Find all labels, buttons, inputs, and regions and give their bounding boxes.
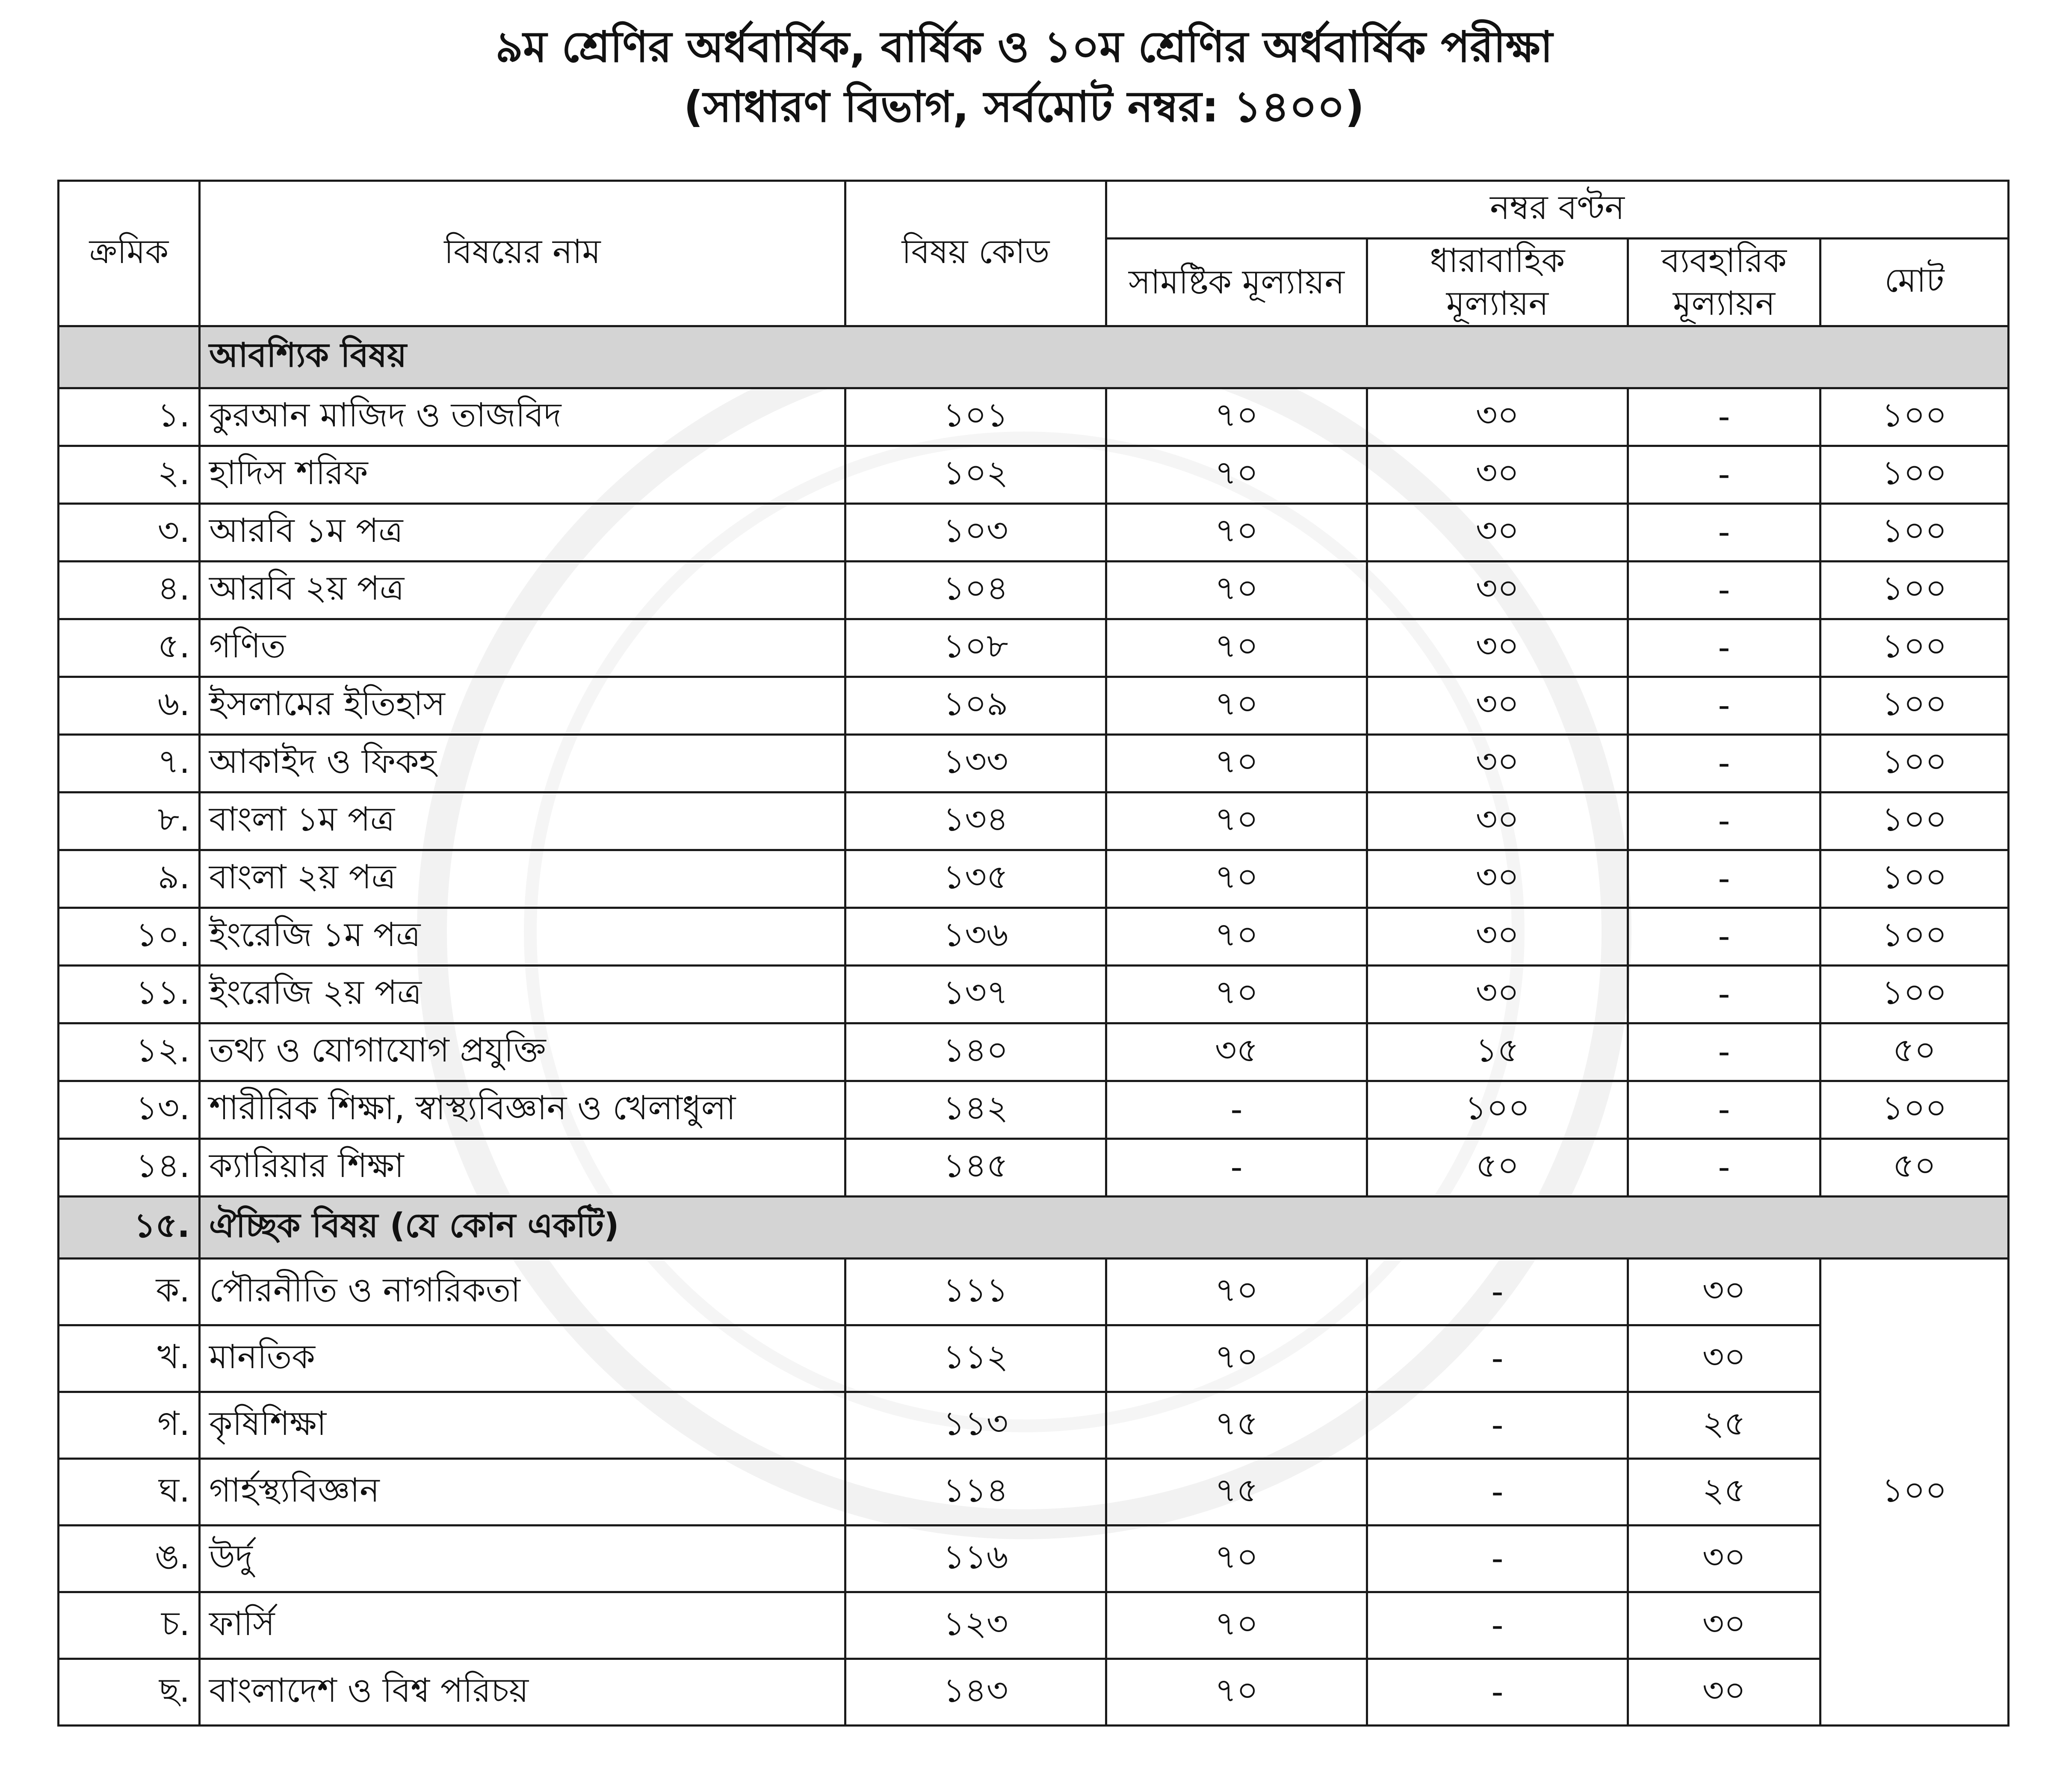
subject-name-cell: আরবি ২য় পত্র <box>200 562 845 619</box>
subject-name-cell: ক্যারিয়ার শিক্ষা <box>200 1139 845 1197</box>
subject-code-cell: ১৩৬ <box>845 908 1106 966</box>
section-compulsory <box>59 326 2009 388</box>
subject-name-cell: গণিত <box>200 619 845 677</box>
subject-code-cell: ১২৩ <box>845 1592 1106 1659</box>
table-row <box>59 793 2009 850</box>
continuous-cell: - <box>1367 1325 1628 1392</box>
summative-cell: ৭০ <box>1106 793 1367 850</box>
serial-cell: ঘ. <box>59 1459 200 1526</box>
subject-name-cell: কুরআন মাজিদ ও তাজবিদ <box>200 388 845 446</box>
section-elective-label: ঐচ্ছিক বিষয় (যে কোন একটি) <box>200 1197 2009 1259</box>
title-line-2: (সাধারণ বিভাগ, সর্বমোট নম্বর: ১৪০০) <box>683 82 1365 132</box>
section-compulsory-blank <box>59 326 200 388</box>
summative-cell: ৭০ <box>1106 619 1367 677</box>
subject-name-cell: আকাইদ ও ফিকহ <box>200 735 845 793</box>
summative-cell: ৭০ <box>1106 677 1367 735</box>
subject-code-cell: ১০২ <box>845 446 1106 504</box>
subject-name-cell: ফার্সি <box>200 1592 845 1659</box>
practical-cell: ৩০ <box>1628 1526 1820 1592</box>
practical-cell: - <box>1628 793 1820 850</box>
practical-cell: - <box>1628 966 1820 1023</box>
subject-code-cell: ১৩৩ <box>845 735 1106 793</box>
subject-code-cell: ১০৮ <box>845 619 1106 677</box>
subject-code-cell: ১০৪ <box>845 562 1106 619</box>
subject-name-cell: হাদিস শরিফ <box>200 446 845 504</box>
table-row <box>59 677 2009 735</box>
table-row <box>59 735 2009 793</box>
practical-cell: - <box>1628 735 1820 793</box>
table-row <box>59 1259 2009 1325</box>
continuous-cell: ৩০ <box>1367 735 1628 793</box>
serial-cell: ২. <box>59 446 200 504</box>
practical-cell: - <box>1628 388 1820 446</box>
continuous-cell: ৩০ <box>1367 793 1628 850</box>
serial-cell: ১০. <box>59 908 200 966</box>
practical-cell: - <box>1628 1081 1820 1139</box>
continuous-cell: ৩০ <box>1367 619 1628 677</box>
serial-cell: ১৪. <box>59 1139 200 1197</box>
summative-cell: - <box>1106 1081 1367 1139</box>
total-cell: ১০০ <box>1820 388 2009 446</box>
subject-name-cell: ইসলামের ইতিহাস <box>200 677 845 735</box>
table-body <box>59 326 2009 1726</box>
summative-cell: ৭০ <box>1106 446 1367 504</box>
summative-cell: - <box>1106 1139 1367 1197</box>
summative-cell: ৭০ <box>1106 562 1367 619</box>
section-compulsory-label: আবশ্যিক বিষয় <box>200 326 2009 388</box>
continuous-cell: - <box>1367 1592 1628 1659</box>
table-row <box>59 1659 2009 1726</box>
total-cell: ১০০ <box>1820 619 2009 677</box>
serial-cell: ১৩. <box>59 1081 200 1139</box>
total-cell: ১০০ <box>1820 562 2009 619</box>
summative-cell: ৭০ <box>1106 504 1367 562</box>
continuous-cell: ৩০ <box>1367 504 1628 562</box>
summative-cell: ৭৫ <box>1106 1392 1367 1459</box>
summative-cell: ৭০ <box>1106 1592 1367 1659</box>
continuous-cell: ৩০ <box>1367 850 1628 908</box>
summative-cell: ৭০ <box>1106 966 1367 1023</box>
section-elective <box>59 1197 2009 1259</box>
practical-cell: - <box>1628 446 1820 504</box>
summative-cell: ৭০ <box>1106 908 1367 966</box>
table-row <box>59 619 2009 677</box>
summative-cell: ৭৫ <box>1106 1459 1367 1526</box>
subject-code-cell: ১১৪ <box>845 1459 1106 1526</box>
total-cell: ১০০ <box>1820 677 2009 735</box>
continuous-cell: ১৫ <box>1367 1023 1628 1081</box>
table-row <box>59 1526 2009 1592</box>
serial-cell: ৯. <box>59 850 200 908</box>
document-title <box>0 17 2048 137</box>
table-row <box>59 1459 2009 1526</box>
table-row <box>59 1592 2009 1659</box>
summative-cell: ৩৫ <box>1106 1023 1367 1081</box>
practical-cell: ৩০ <box>1628 1259 1820 1325</box>
subject-code-cell: ১১৬ <box>845 1526 1106 1592</box>
total-cell: ৫০ <box>1820 1023 2009 1081</box>
continuous-cell: ৫০ <box>1367 1139 1628 1197</box>
summative-cell: ৭০ <box>1106 388 1367 446</box>
serial-cell: ৭. <box>59 735 200 793</box>
subject-name-cell: ইংরেজি ২য় পত্র <box>200 966 845 1023</box>
practical-cell: ৩০ <box>1628 1659 1820 1726</box>
continuous-cell: - <box>1367 1392 1628 1459</box>
practical-cell: - <box>1628 1139 1820 1197</box>
serial-cell: ক. <box>59 1259 200 1325</box>
table-row <box>59 850 2009 908</box>
subject-code-cell: ১৪৩ <box>845 1659 1106 1726</box>
total-cell: ১০০ <box>1820 850 2009 908</box>
serial-cell: ৩. <box>59 504 200 562</box>
total-cell: ৫০ <box>1820 1139 2009 1197</box>
practical-cell: ২৫ <box>1628 1459 1820 1526</box>
continuous-cell: ১০০ <box>1367 1081 1628 1139</box>
practical-cell: - <box>1628 619 1820 677</box>
table-row <box>59 504 2009 562</box>
header-continuous: ধারাবাহিক মূল্যায়ন <box>1367 239 1628 326</box>
table-row <box>59 446 2009 504</box>
elective-total-cell: ১০০ <box>1820 1259 2009 1726</box>
summative-cell: ৭০ <box>1106 1325 1367 1392</box>
table-row <box>59 966 2009 1023</box>
table-row <box>59 1392 2009 1459</box>
total-cell: ১০০ <box>1820 908 2009 966</box>
serial-cell: ১. <box>59 388 200 446</box>
practical-cell: - <box>1628 908 1820 966</box>
total-cell: ১০০ <box>1820 735 2009 793</box>
subject-code-cell: ১৩৫ <box>845 850 1106 908</box>
table-row <box>59 1023 2009 1081</box>
subject-name-cell: তথ্য ও যোগাযোগ প্রযুক্তি <box>200 1023 845 1081</box>
serial-cell: ৫. <box>59 619 200 677</box>
practical-cell: - <box>1628 504 1820 562</box>
subject-code-cell: ১০৯ <box>845 677 1106 735</box>
continuous-cell: ৩০ <box>1367 562 1628 619</box>
continuous-cell: ৩০ <box>1367 388 1628 446</box>
subject-name-cell: বাংলা ১ম পত্র <box>200 793 845 850</box>
title-line-1: ৯ম শ্রেণির অর্ধবার্ষিক, বার্ষিক ও ১০ম শ্রেণির অর্ধবার্ষিক পরীক্ষা <box>495 22 1553 72</box>
practical-cell: - <box>1628 677 1820 735</box>
serial-cell: ঙ. <box>59 1526 200 1592</box>
total-cell: ১০০ <box>1820 504 2009 562</box>
serial-cell: ৪. <box>59 562 200 619</box>
continuous-cell: - <box>1367 1526 1628 1592</box>
header-subject-name: বিষয়ের নাম <box>200 181 845 326</box>
total-cell: ১০০ <box>1820 1081 2009 1139</box>
continuous-cell: - <box>1367 1459 1628 1526</box>
header-total: মোট <box>1820 239 2009 326</box>
subject-name-cell: আরবি ১ম পত্র <box>200 504 845 562</box>
subject-code-cell: ১০১ <box>845 388 1106 446</box>
total-cell: ১০০ <box>1820 966 2009 1023</box>
table-header <box>59 181 2009 326</box>
subject-name-cell: উর্দু <box>200 1526 845 1592</box>
subject-name-cell: মানতিক <box>200 1325 845 1392</box>
serial-cell: চ. <box>59 1592 200 1659</box>
subject-code-cell: ১৪২ <box>845 1081 1106 1139</box>
subject-code-cell: ১১১ <box>845 1259 1106 1325</box>
header-practical: ব্যবহারিক মূল্যায়ন <box>1628 239 1820 326</box>
section-elective-serial: ১৫. <box>59 1197 200 1259</box>
summative-cell: ৭০ <box>1106 850 1367 908</box>
continuous-cell: ৩০ <box>1367 966 1628 1023</box>
subject-code-cell: ১৩৪ <box>845 793 1106 850</box>
table-row <box>59 908 2009 966</box>
practical-cell: - <box>1628 850 1820 908</box>
serial-cell: ৬. <box>59 677 200 735</box>
table-row <box>59 388 2009 446</box>
table-row <box>59 1081 2009 1139</box>
continuous-cell: ৩০ <box>1367 677 1628 735</box>
practical-cell: ২৫ <box>1628 1392 1820 1459</box>
total-cell: ১০০ <box>1820 793 2009 850</box>
subject-code-cell: ১৪৫ <box>845 1139 1106 1197</box>
header-summative: সামষ্টিক মূল্যায়ন <box>1106 239 1367 326</box>
continuous-cell: - <box>1367 1659 1628 1726</box>
header-marks-allocation: নম্বর বণ্টন <box>1106 181 2009 239</box>
subject-name-cell: শারীরিক শিক্ষা, স্বাস্থ্যবিজ্ঞান ও খেলাধুলা <box>200 1081 845 1139</box>
serial-cell: ১১. <box>59 966 200 1023</box>
continuous-cell: ৩০ <box>1367 446 1628 504</box>
serial-cell: ছ. <box>59 1659 200 1726</box>
summative-cell: ৭০ <box>1106 1526 1367 1592</box>
practical-cell: - <box>1628 562 1820 619</box>
continuous-cell: ৩০ <box>1367 908 1628 966</box>
subject-code-cell: ১০৩ <box>845 504 1106 562</box>
summative-cell: ৭০ <box>1106 735 1367 793</box>
continuous-cell: - <box>1367 1259 1628 1325</box>
serial-cell: ১২. <box>59 1023 200 1081</box>
total-cell: ১০০ <box>1820 446 2009 504</box>
subject-code-cell: ১৩৭ <box>845 966 1106 1023</box>
subject-name-cell: গার্হস্থ্যবিজ্ঞান <box>200 1459 845 1526</box>
subject-name-cell: পৌরনীতি ও নাগরিকতা <box>200 1259 845 1325</box>
table-row <box>59 1325 2009 1392</box>
header-subject-code: বিষয় কোড <box>845 181 1106 326</box>
serial-cell: খ. <box>59 1325 200 1392</box>
summative-cell: ৭০ <box>1106 1659 1367 1726</box>
subject-name-cell: ইংরেজি ১ম পত্র <box>200 908 845 966</box>
subject-name-cell: বাংলা ২য় পত্র <box>200 850 845 908</box>
practical-cell: ৩০ <box>1628 1325 1820 1392</box>
subject-name-cell: বাংলাদেশ ও বিশ্ব পরিচয় <box>200 1659 845 1726</box>
serial-cell: ৮. <box>59 793 200 850</box>
subject-code-cell: ১১৩ <box>845 1392 1106 1459</box>
serial-cell: গ. <box>59 1392 200 1459</box>
summative-cell: ৭০ <box>1106 1259 1367 1325</box>
subject-code-cell: ১৪০ <box>845 1023 1106 1081</box>
header-serial: ক্রমিক <box>59 181 200 326</box>
table-row <box>59 1139 2009 1197</box>
table-row <box>59 562 2009 619</box>
subject-name-cell: কৃষিশিক্ষা <box>200 1392 845 1459</box>
subject-code-cell: ১১২ <box>845 1325 1106 1392</box>
practical-cell: - <box>1628 1023 1820 1081</box>
practical-cell: ৩০ <box>1628 1592 1820 1659</box>
marks-distribution-table <box>57 180 2010 1727</box>
